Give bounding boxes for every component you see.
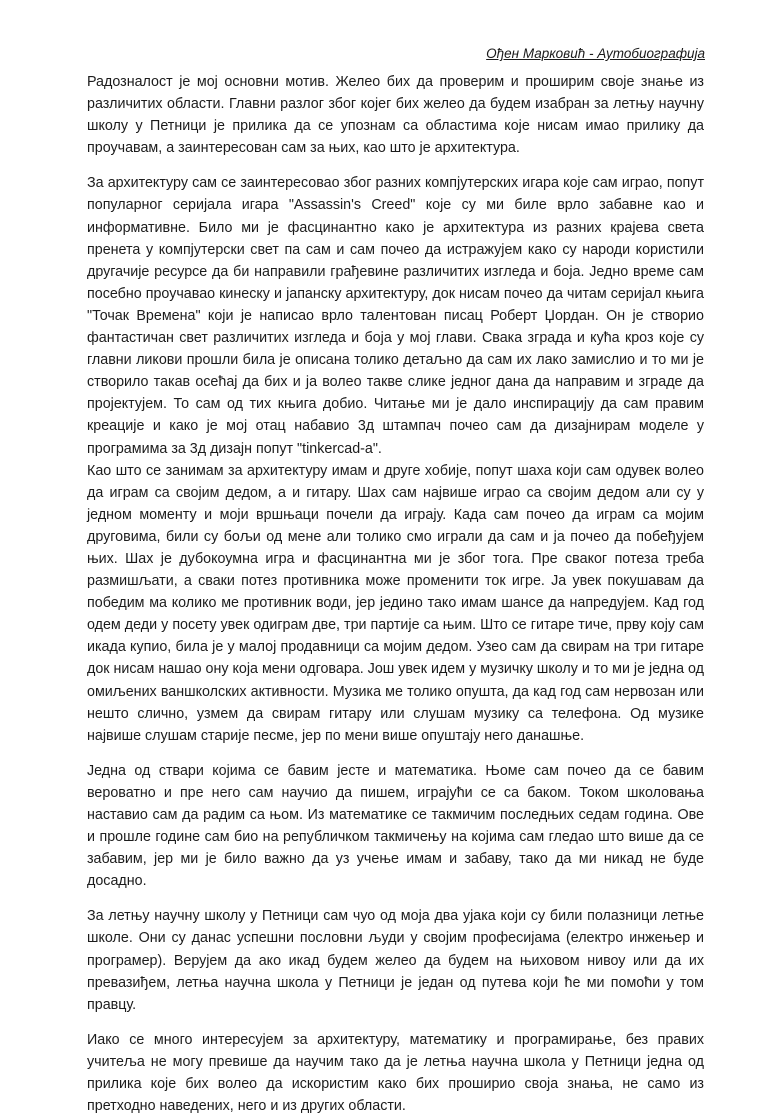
paragraph-conclusion: Иако се много интересујем за архитектуру, математику и програмирање, без правих учитеља не могу превише да научим тако да је летња научна школа у Петници једна од прилика које бих волео да искористим како бих проширио своја знања, не само из претходно наведених, него и из других области. [87, 1031, 704, 1115]
paragraph-motivation: Радозналост је мој основни мотив. Желео бих да проверим и проширим своје знање из различитих области. Главни разлог због којег бих желео да будем изабран за летњу научну школу у Петници је прилика да се упознам са областима које нисам имао прилику да проучавам, а заинтересован сам за њих, као што је архитектура. [87, 74, 704, 157]
paragraph-petnica: За летњу научну школу у Петници сам чуо од моја два ујака који су били полазници летње школе. Они су данас успешни пословни људи у својим професијама (електро инжењер и програмер). Верујем да ако икад будем желео да будем на њиховом нивоу или да их превазиђем, летња научна школа у Петници је један од путева који ће ми помоћи у том правцу. [87, 908, 704, 1013]
paragraph-architecture: За архитектуру сам се заинтересовао због разних компјутерских игара које сам играо, попут популарног серијала игара "Assassin's Creed" које су ми биле врло забавне као и информативне. Било ми је фасцинантно како је архитектура из разних крајева света пренета у компјутерски свет па сам и сам почео да истражујем како су народи користили другачије ресурсе да би направили грађевине различитих изгледа и боја. Једно време сам посебно проучавао кинеску и јапанску архитектуру, док нисам почео да читам серијал књига "Точак Времена" који је написао врло талентован писац Роберт Џордан. Он је створио фантастичан свет различитих изгледа и боја у мој глави. Свака зграда и кућа кроз које су главни ликови прошли била је описана толико детаљно да сам их лако замислио и то ми је створило такав осећај да бих и ја волео такве слике једног дана да направим и зграде да пројектујем. То сам од тих књига добио. Читање ми је дало инспирацију да сам правим креације и како је мој отац набавио 3д штампач почео сам да дизајнирам моделе у програмима за 3д дизајн попут "tinkercad-a". [87, 175, 704, 457]
paragraph-mathematics: Једна од ствари којима се бавим јесте и математика. Њоме сам почео да се бавим вероватно и пре него сам научио да пишем, играјући се са баком. Током школовања наставио сам да радим са њом. Из математике се такмичим последњих седам година. Ове и прошле године сам био на републичком такмичењу на којима сам гледао што више да се забавим, јер ми је било важно да уз учење имам и забаву, тако да ми никад не буде досадно. [87, 762, 704, 890]
paragraph-hobbies: Као што се занимам за архитектуру имам и друге хобије, попут шаха који сам одувек волео да играм са својим дедом, а и гитару. Шах сам највише играо са својим дедом али су у једном моменту и моји вршњаци почели да играју. Када сам почео да играм са мојим друговима, били су бољи од мене али толико смо играли да сам и ја почео да побеђујем њих. Шах је дубокоумна игра и фасцинантна ми је због тога. Пре сваког потеза треба размишљати, а сваки потез противника може променити ток игре. Ја увек покушавам да победим ма колико ме противник води, јер једино тако имам шансе да напредујем. Кад год одем деди у посету увек одиграм две, три партије са њим. Што се гитаре тиче, прву коју сам икада купио, била је у малој продавници са мојим дедом. Узео сам да свирам на три гитаре док нисам нашао ону која мени одговара. Још увек идем у музичку школу и то ми је једна од омиљених ваншколских активности. Музика ме толико опушта, да кад год сам нервозан или нешто слично, узмем да свирам гитару или слушам музику са телефона. Од музике највише слушам старије песме, јер по мени више опуштају него данашње. [87, 462, 704, 744]
document-body [87, 71, 704, 1117]
page-header: Ођен Марковић - Аутобиографија [486, 46, 705, 61]
